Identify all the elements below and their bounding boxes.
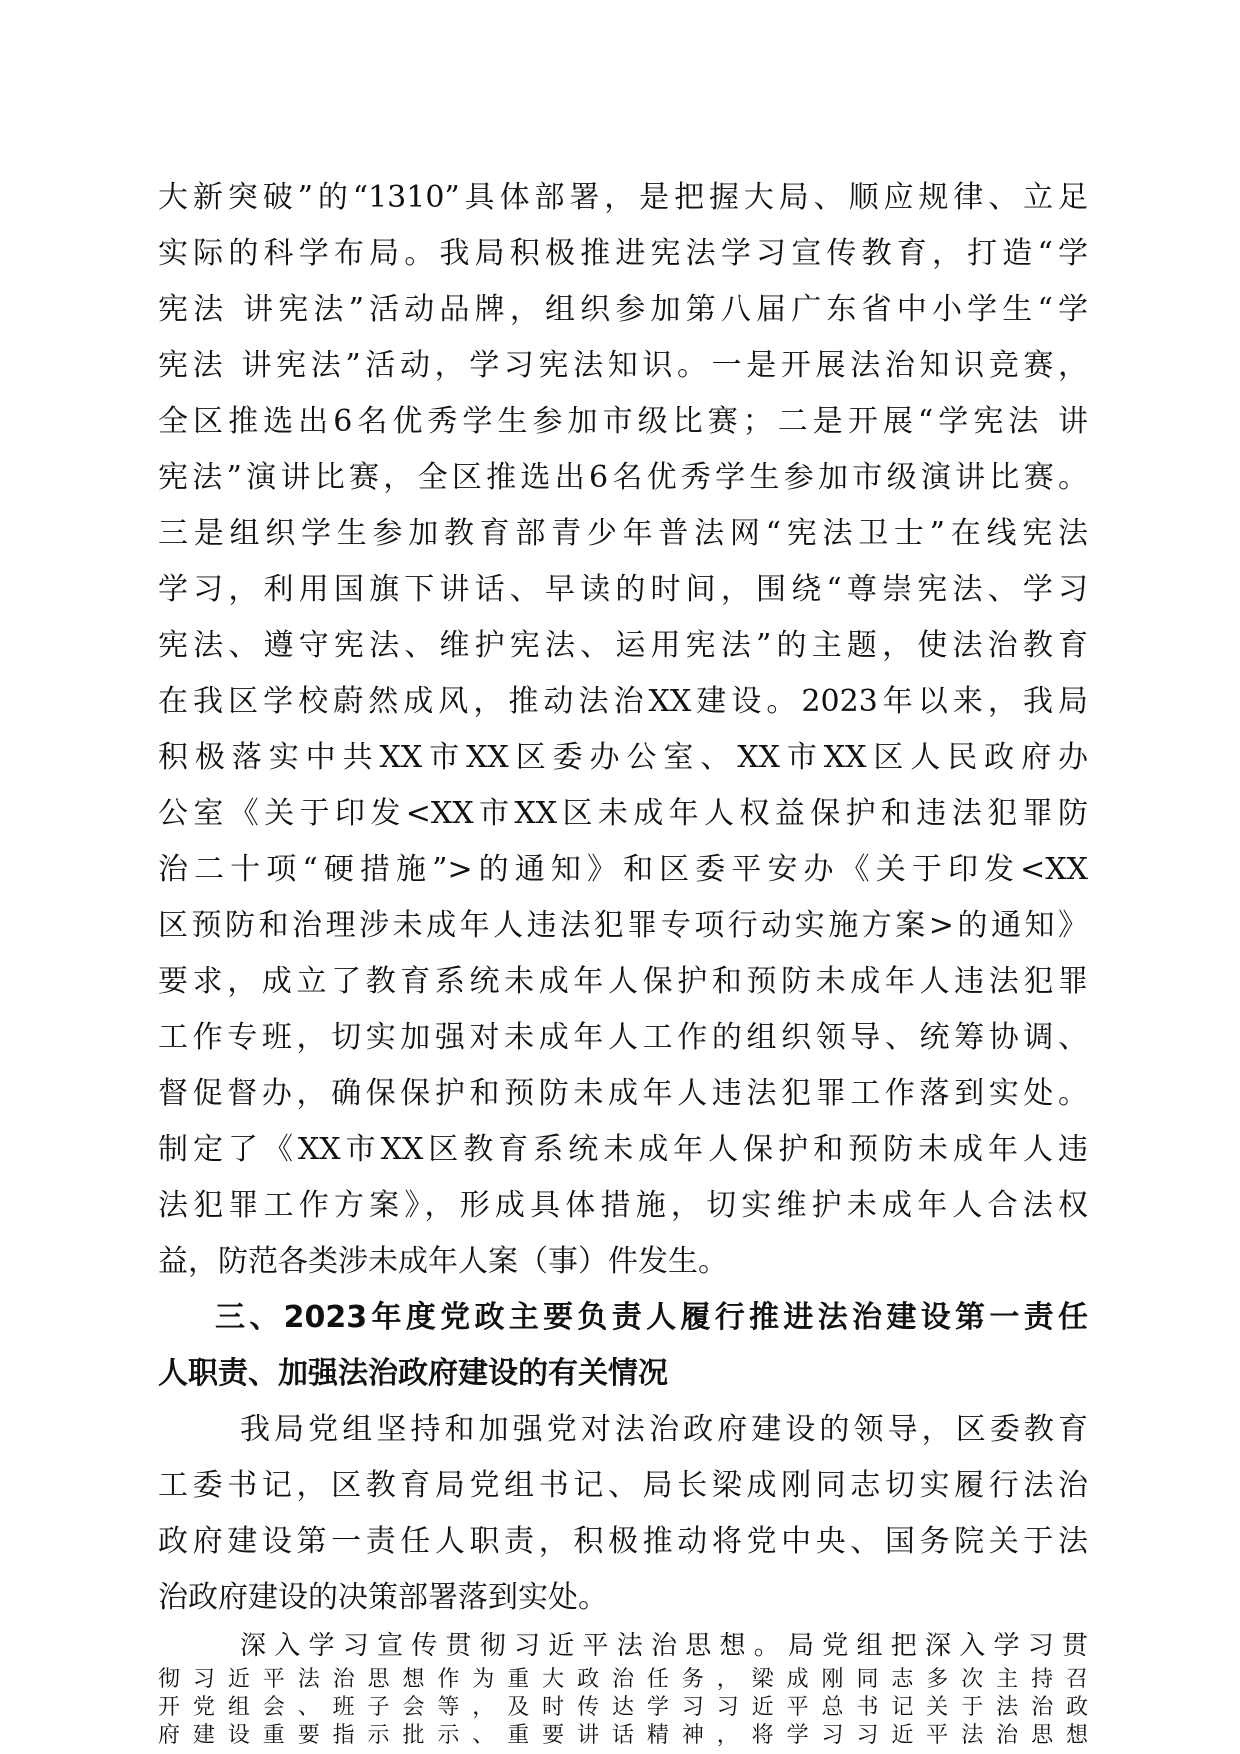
body-line: 治二十项“硬措施”>的通知》和区委平安办《关于印发<XX [158, 852, 1088, 887]
body-line: 法犯罪工作方案》，形成具体措施，切实维护未成年人合法权 [158, 1188, 1088, 1223]
body-line: 府建设重要指示批示、重要讲话精神，将学习习近平法治思想 [158, 1723, 1088, 1748]
body-line: 要求，成立了教育系统未成年人保护和预防未成年人违法犯罪 [158, 964, 1088, 999]
body-line: 工作专班，切实加强对未成年人工作的组织领导、统筹协调、 [158, 1020, 1088, 1055]
body-line: 实际的科学布局。我局积极推进宪法学习宣传教育，打造“学 [158, 236, 1088, 271]
body-line: 宪法 讲宪法”活动，学习宪法知识。一是开展法治知识竞赛， [158, 348, 1088, 383]
body-line: 积极落实中共XX市XX区委办公室、XX市XX区人民政府办 [158, 740, 1088, 775]
body-line: 全区推选出6名优秀学生参加市级比赛；二是开展“学宪法 讲 [158, 404, 1088, 439]
body-line: 学习，利用国旗下讲话、早读的时间，围绕“尊崇宪法、学习 [158, 572, 1088, 607]
body-line: 公室《关于印发<XX市XX区未成年人权益保护和违法犯罪防 [158, 796, 1088, 831]
body-line: 工委书记，区教育局党组书记、局长梁成刚同志切实履行法治 [158, 1468, 1088, 1503]
body-line: 区预防和治理涉未成年人违法犯罪专项行动实施方案>的通知》 [158, 908, 1088, 943]
body-line: 治政府建设的决策部署落到实处。 [158, 1580, 608, 1615]
body-line: 宪法、遵守宪法、维护宪法、运用宪法”的主题，使法治教育 [158, 628, 1088, 663]
body-line: 在我区学校蔚然成风，推动法治XX建设。2023年以来，我局 [158, 684, 1088, 719]
body-line: 大新突破”的“1310”具体部署，是把握大局、顺应规律、立足 [158, 180, 1088, 215]
body-line: 宪法”演讲比赛，全区推选出6名优秀学生参加市级演讲比赛。 [158, 460, 1088, 495]
body-line: 政府建设第一责任人职责，积极推动将党中央、国务院关于法 [158, 1524, 1088, 1559]
body-line: 益，防范各类涉未成年人案（事）件发生。 [158, 1244, 728, 1279]
body-line: 三是组织学生参加教育部青少年普法网“宪法卫士”在线宪法 [158, 516, 1088, 551]
body-line: 开党组会、班子会等，及时传达学习习近平总书记关于法治政 [158, 1695, 1088, 1720]
body-line: 制定了《XX市XX区教育系统未成年人保护和预防未成年人违 [158, 1132, 1088, 1167]
section-heading: 人职责、加强法治政府建设的有关情况 [158, 1356, 668, 1391]
body-line: 深入学习宣传贯彻习近平法治思想。局党组把深入学习贯 [240, 1631, 1088, 1661]
body-line: 督促督办，确保保护和预防未成年人违法犯罪工作落到实处。 [158, 1076, 1088, 1111]
section-heading: 三、2023年度党政主要负责人履行推进法治建设第一责任 [215, 1300, 1088, 1335]
body-line: 宪法 讲宪法”活动品牌，组织参加第八届广东省中小学生“学 [158, 292, 1088, 327]
body-line: 彻习近平法治思想作为重大政治任务，梁成刚同志多次主持召 [158, 1667, 1088, 1692]
body-line: 我局党组坚持和加强党对法治政府建设的领导，区委教育 [240, 1412, 1088, 1447]
